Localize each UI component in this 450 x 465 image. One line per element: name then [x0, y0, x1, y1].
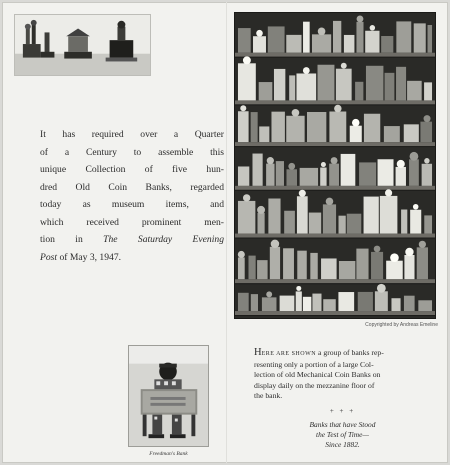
description-line: lection of old Mechanical Coin Banks on — [254, 370, 381, 380]
paragraph-line: today as museum items, and — [40, 199, 224, 210]
drop-initial: H — [254, 347, 262, 358]
paragraph-line — [40, 249, 224, 267]
motto — [254, 420, 431, 451]
paragraph-line — [40, 231, 224, 249]
paragraph-line: unique Collection of five hun- — [40, 164, 224, 175]
paragraph-line: which received prominent men- — [40, 216, 224, 228]
description-line: resenting only a portion of a large Col- — [254, 359, 374, 369]
photo-credit: Copyrighted by Andreas Emeline — [365, 322, 438, 328]
small-caps-lead: ERE ARE SHOWN — [261, 351, 317, 357]
motto-line: Since 1882. — [325, 440, 360, 450]
bank-caption: Freedman's Bank — [149, 451, 188, 457]
paragraph-line: It has required over a Quarter — [40, 129, 224, 140]
paragraph-line: dred Old Coin Banks, regarded — [40, 181, 224, 193]
paragraph-text: tion in — [40, 234, 83, 245]
page-fold — [226, 2, 227, 463]
bank-collection-photo — [234, 12, 436, 319]
ornament-separator: + + + — [329, 407, 356, 415]
paragraph-line: of a Century to assemble this — [40, 146, 224, 158]
magazine-title: The Saturday Evening — [103, 234, 224, 245]
description-paragraph — [254, 348, 431, 402]
motto-line: the Test of Time— — [316, 430, 369, 440]
history-paragraph — [40, 126, 224, 266]
freedmans-bank-photo — [128, 345, 209, 447]
banks-photo-small — [14, 14, 151, 76]
paragraph-text: of May 3, 1947. — [59, 251, 122, 263]
motto-line: Banks that have Stood — [309, 420, 376, 429]
description-line: the bank. — [254, 391, 283, 401]
description-line — [254, 348, 431, 360]
description-line: display daily on the mezzanine floor of — [254, 380, 375, 390]
magazine-title-cont: Post — [40, 251, 58, 263]
description-text: a group of banks rep- — [316, 348, 384, 357]
